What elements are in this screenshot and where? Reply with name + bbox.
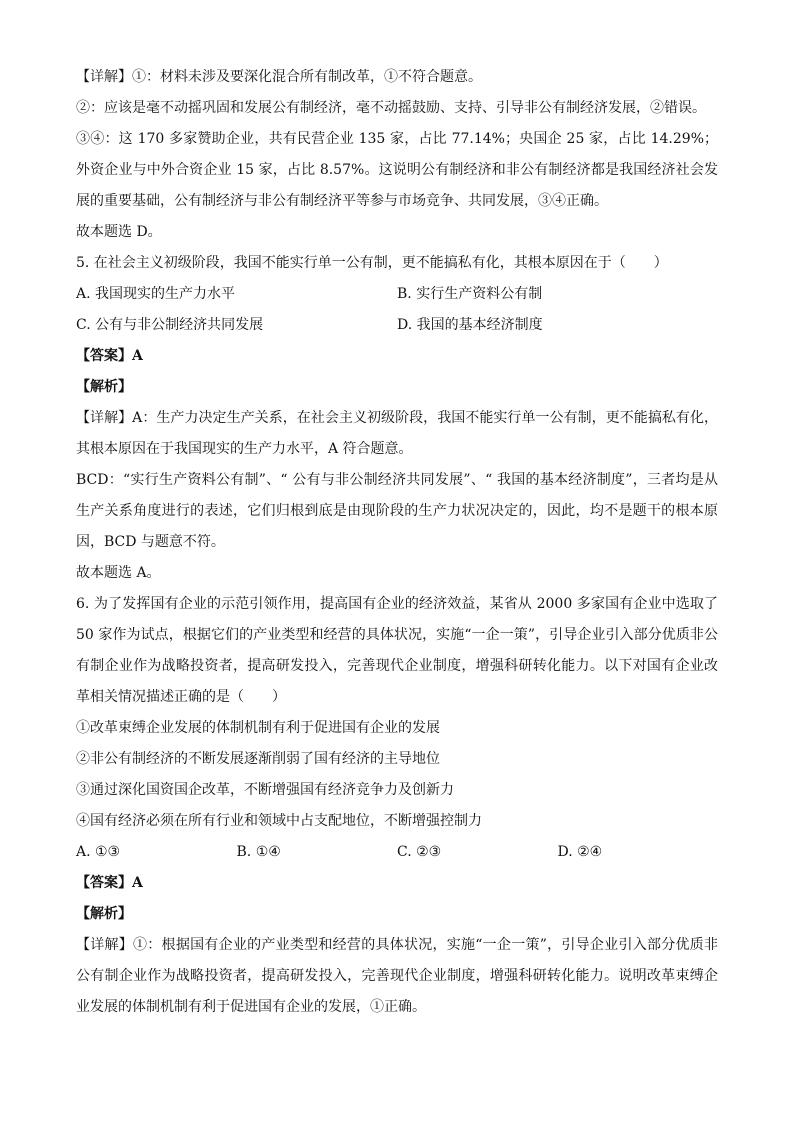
q5-option-a: A. 我国现实的生产力水平 bbox=[76, 286, 236, 302]
q6-analysis-label: 【解析】 bbox=[76, 906, 132, 922]
question-5 bbox=[76, 248, 718, 589]
q5-option-d: D. 我国的基本经济制度 bbox=[397, 317, 543, 333]
q5-detail-2: BCD：“实行生产资料公有制”、“ 公有与非公制经济共同发展”、“ 我国的基本经济制度”，三者均是从生产关系角度进行的表述，它们归根到底是由现阶段的生产力状况决定的，因此，均不是题干的根本原因，BCD 与题意不符。 bbox=[76, 472, 718, 550]
q6-option-d: D. ②④ bbox=[557, 844, 603, 860]
q5-option-b: B. 实行生产资料公有制 bbox=[397, 286, 543, 302]
q6-stem: 6. 为了发挥国有企业的示范引领作用，提高国有企业的经济效益，某省从 2000 多家国有企业中选取了 50 家作为试点，根据它们的产业类型和经营的具体状况，实施“一企一策”，引导企业引入部分优质非公有制企业作为战略投资者，提高研发投入，完善现代企业制度，增强科研转化能力。以下对国有企业改革相关情况描述正确的是（ ） bbox=[76, 596, 718, 705]
q5-option-c: C. 公有与非公制经济共同发展 bbox=[76, 317, 264, 333]
q6-options bbox=[76, 837, 718, 868]
question-6 bbox=[76, 589, 718, 1023]
q6-item-2: ②非公有制经济的不断发展逐渐削弱了国有经济的主导地位 bbox=[76, 751, 440, 767]
q6-answer: 【答案】A bbox=[76, 875, 143, 891]
q5-answer: 【答案】A bbox=[76, 348, 143, 364]
q6-item-3: ③通过深化国资国企改革，不断增强国有经济竞争力及创新力 bbox=[76, 782, 454, 798]
q6-option-a: A. ①③ bbox=[76, 844, 121, 860]
q5-options-row1 bbox=[76, 279, 718, 310]
q6-option-c: C. ②③ bbox=[397, 844, 442, 860]
q5-options-row2 bbox=[76, 310, 718, 341]
q5-analysis-label: 【解析】 bbox=[76, 379, 132, 395]
q4-conclusion: 故本题选 D。 bbox=[76, 224, 162, 240]
q4-detail-line3: ③④：这 170 多家赞助企业，共有民营企业 135 家，占比 77.14%；央国企 25 家，占比 14.29%；外资企业与中外合资企业 15 家，占比 8.57%。这说明公有制经济和非公有制经济都是我国经济社会发展的重要基础，公有制经济与非公有制经济平等参与市场竞争、共同发展，③④正确。 bbox=[76, 131, 718, 209]
q4-detail bbox=[76, 62, 718, 248]
q6-item-1: ①改革束缚企业发展的体制机制有利于促进国有企业的发展 bbox=[76, 720, 440, 736]
q6-detail-1: 【详解】①：根据国有企业的产业类型和经营的具体状况，实施“一企一策”，引导企业引入部分优质非公有制企业作为战略投资者，提高研发投入，完善现代企业制度，增强科研转化能力。说明改革束缚企业发展的体制机制有利于促进国有企业的发展，①正确。 bbox=[76, 937, 718, 1015]
q5-stem: 5. 在社会主义初级阶段，我国不能实行单一公有制，更不能搞私有化，其根本原因在于（ ） bbox=[76, 255, 668, 271]
q6-item-4: ④国有经济必须在所有行业和领域中占支配地位，不断增强控制力 bbox=[76, 813, 482, 829]
q5-conclusion: 故本题选 A。 bbox=[76, 565, 161, 581]
q5-detail-1: 【详解】A：生产力决定生产关系，在社会主义初级阶段，我国不能实行单一公有制，更不能搞私有化，其根本原因在于我国现实的生产力水平，A 符合题意。 bbox=[76, 410, 718, 457]
q4-detail-line1: 【详解】①：材料未涉及要深化混合所有制改革，①不符合题意。 bbox=[76, 69, 482, 85]
q4-detail-line2: ②：应该是毫不动摇巩固和发展公有制经济，毫不动摇鼓励、支持、引导非公有制经济发展，②错误。 bbox=[76, 100, 706, 116]
q6-option-b: B. ①④ bbox=[236, 844, 281, 860]
